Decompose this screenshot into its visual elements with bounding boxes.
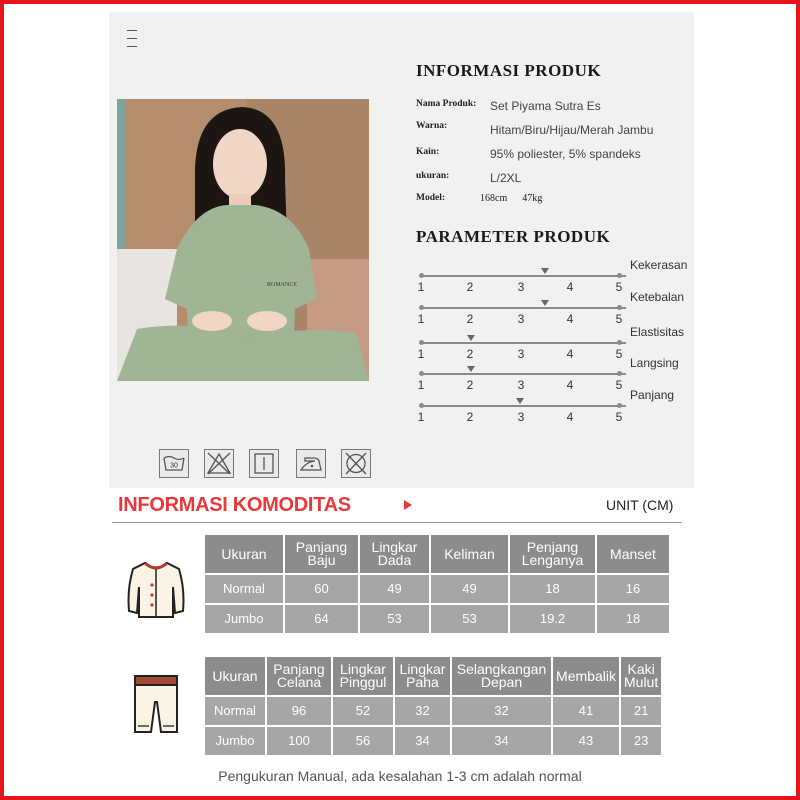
parameter-name: Elastisitas bbox=[630, 325, 685, 339]
model-photo bbox=[117, 99, 369, 381]
table-cell: 23 bbox=[621, 727, 661, 755]
scale-end-dot bbox=[419, 403, 424, 408]
table-header: Penjang Lenganya bbox=[510, 535, 595, 573]
table-cell: 34 bbox=[395, 727, 450, 755]
table-row bbox=[205, 605, 669, 633]
table-cell: 100 bbox=[267, 727, 331, 755]
scale-track bbox=[421, 342, 626, 344]
parameter-scale bbox=[416, 290, 696, 328]
table-row bbox=[205, 697, 661, 725]
wash-30-icon bbox=[159, 449, 189, 478]
scale-marker bbox=[516, 398, 524, 404]
table-cell: 16 bbox=[597, 575, 669, 603]
table-cell: 43 bbox=[553, 727, 619, 755]
table-cell: 32 bbox=[452, 697, 551, 725]
scale-end-dot bbox=[419, 305, 424, 310]
parameters-title: PARAMETER PRODUK bbox=[416, 227, 611, 246]
scale-number: 5 bbox=[615, 410, 623, 424]
table-cell: 21 bbox=[621, 697, 661, 725]
table-cell: 34 bbox=[452, 727, 551, 755]
scale-number: 1 bbox=[417, 378, 425, 392]
table-cell: Normal bbox=[205, 575, 283, 603]
product-info-title: INFORMASI PRODUK bbox=[416, 61, 602, 80]
scale-number: 3 bbox=[517, 378, 525, 392]
info-value: Hitam/Biru/Hijau/Merah Jambu bbox=[490, 123, 654, 137]
scale-number: 4 bbox=[566, 347, 574, 361]
shirt-print-text: ROMANCE bbox=[267, 282, 298, 288]
iron-icon bbox=[296, 449, 326, 478]
table-row bbox=[205, 727, 661, 755]
table-cell: Jumbo bbox=[205, 605, 283, 633]
scale-number: 5 bbox=[615, 378, 623, 392]
table-cell: 19.2 bbox=[510, 605, 595, 633]
table-cell: 18 bbox=[597, 605, 669, 633]
parameter-name: Langsing bbox=[630, 356, 679, 370]
parameter-name: Ketebalan bbox=[630, 290, 685, 304]
scale-number: 2 bbox=[466, 312, 474, 326]
table-cell: 18 bbox=[510, 575, 595, 603]
table-row bbox=[205, 575, 669, 603]
scale-number: 5 bbox=[615, 347, 623, 361]
info-key: ukuran: bbox=[416, 171, 450, 181]
scale-number: 1 bbox=[417, 410, 425, 424]
table-header: Selangkangan Depan bbox=[452, 657, 551, 695]
scale-number: 5 bbox=[615, 280, 623, 294]
top-size-table bbox=[203, 533, 671, 635]
table-cell: 32 bbox=[395, 697, 450, 725]
scale-track bbox=[421, 307, 626, 309]
table-header: Membalik bbox=[553, 657, 619, 695]
info-key: Nama Produk: bbox=[416, 99, 477, 109]
scale-track bbox=[421, 405, 626, 407]
scale-number: 4 bbox=[566, 312, 574, 326]
scale-marker bbox=[541, 300, 549, 306]
scale-number: 2 bbox=[466, 410, 474, 424]
table-header: Lingkar Pinggul bbox=[333, 657, 393, 695]
table-header: Panjang Baju bbox=[285, 535, 358, 573]
table-cell: 53 bbox=[431, 605, 508, 633]
table-cell: 41 bbox=[553, 697, 619, 725]
scale-number: 2 bbox=[466, 347, 474, 361]
measurement-note: Pengukuran Manual, ada kesalahan 1-3 cm adalah normal bbox=[218, 768, 582, 784]
table-header: Lingkar Paha bbox=[395, 657, 450, 695]
scale-marker bbox=[467, 366, 475, 372]
scale-number: 4 bbox=[566, 410, 574, 424]
table-cell: Jumbo bbox=[205, 727, 265, 755]
parameter-scale bbox=[416, 388, 696, 426]
shirt-icon bbox=[125, 559, 187, 624]
no-dry-clean-icon bbox=[341, 449, 371, 478]
info-value: 95% poliester, 5% spandeks bbox=[490, 147, 641, 161]
scale-number: 3 bbox=[517, 410, 525, 424]
table-cell: 56 bbox=[333, 727, 393, 755]
info-value: L/2XL bbox=[490, 171, 522, 185]
bottom-size-table bbox=[203, 655, 663, 757]
table-cell: 52 bbox=[333, 697, 393, 725]
no-bleach-icon bbox=[204, 449, 234, 478]
table-cell: Normal bbox=[205, 697, 265, 725]
table-cell: 96 bbox=[267, 697, 331, 725]
table-cell: 60 bbox=[285, 575, 358, 603]
komoditas-title: INFORMASI KOMODITAS bbox=[118, 494, 351, 516]
info-key: Warna: bbox=[416, 121, 448, 131]
table-cell: 53 bbox=[360, 605, 429, 633]
menu-icon bbox=[127, 30, 137, 54]
parameter-name: Kekerasan bbox=[630, 258, 688, 272]
scale-track bbox=[421, 275, 626, 277]
scale-marker bbox=[467, 335, 475, 341]
scale-number: 4 bbox=[566, 280, 574, 294]
table-header: Lingkar Dada bbox=[360, 535, 429, 573]
table-header: Ukuran bbox=[205, 657, 265, 695]
info-value: 168cm 47kg bbox=[480, 193, 543, 204]
scale-end-dot bbox=[617, 340, 622, 345]
scale-number: 3 bbox=[517, 280, 525, 294]
parameter-name: Panjang bbox=[630, 388, 675, 402]
unit-label: UNIT (CM) bbox=[606, 497, 674, 513]
scale-end-dot bbox=[617, 403, 622, 408]
scale-track bbox=[421, 373, 626, 375]
table-header: Panjang Celana bbox=[267, 657, 331, 695]
tumble-dry-icon bbox=[249, 449, 279, 478]
scale-number: 1 bbox=[417, 280, 425, 294]
table-header: Ukuran bbox=[205, 535, 283, 573]
table-header: Kaki Mulut bbox=[621, 657, 661, 695]
pants-icon bbox=[131, 674, 181, 741]
scale-number: 3 bbox=[517, 312, 525, 326]
table-header: Manset bbox=[597, 535, 669, 573]
table-cell: 64 bbox=[285, 605, 358, 633]
triangle-arrow-icon bbox=[404, 500, 412, 510]
scale-end-dot bbox=[419, 340, 424, 345]
info-key: Model: bbox=[416, 193, 446, 203]
scale-number: 1 bbox=[417, 347, 425, 361]
divider bbox=[112, 522, 682, 523]
scale-end-dot bbox=[617, 273, 622, 278]
scale-end-dot bbox=[419, 273, 424, 278]
scale-end-dot bbox=[617, 371, 622, 376]
scale-number: 4 bbox=[566, 378, 574, 392]
scale-number: 2 bbox=[466, 378, 474, 392]
scale-number: 5 bbox=[615, 312, 623, 326]
scale-number: 2 bbox=[466, 280, 474, 294]
info-value: Set Piyama Sutra Es bbox=[490, 99, 601, 113]
scale-marker bbox=[541, 268, 549, 274]
scale-end-dot bbox=[419, 371, 424, 376]
scale-end-dot bbox=[617, 305, 622, 310]
table-cell: 49 bbox=[360, 575, 429, 603]
info-key: Kain: bbox=[416, 147, 440, 157]
scale-number: 3 bbox=[517, 347, 525, 361]
table-cell: 49 bbox=[431, 575, 508, 603]
table-header: Keliman bbox=[431, 535, 508, 573]
scale-number: 1 bbox=[417, 312, 425, 326]
wash-temperature: 30 bbox=[170, 462, 178, 470]
